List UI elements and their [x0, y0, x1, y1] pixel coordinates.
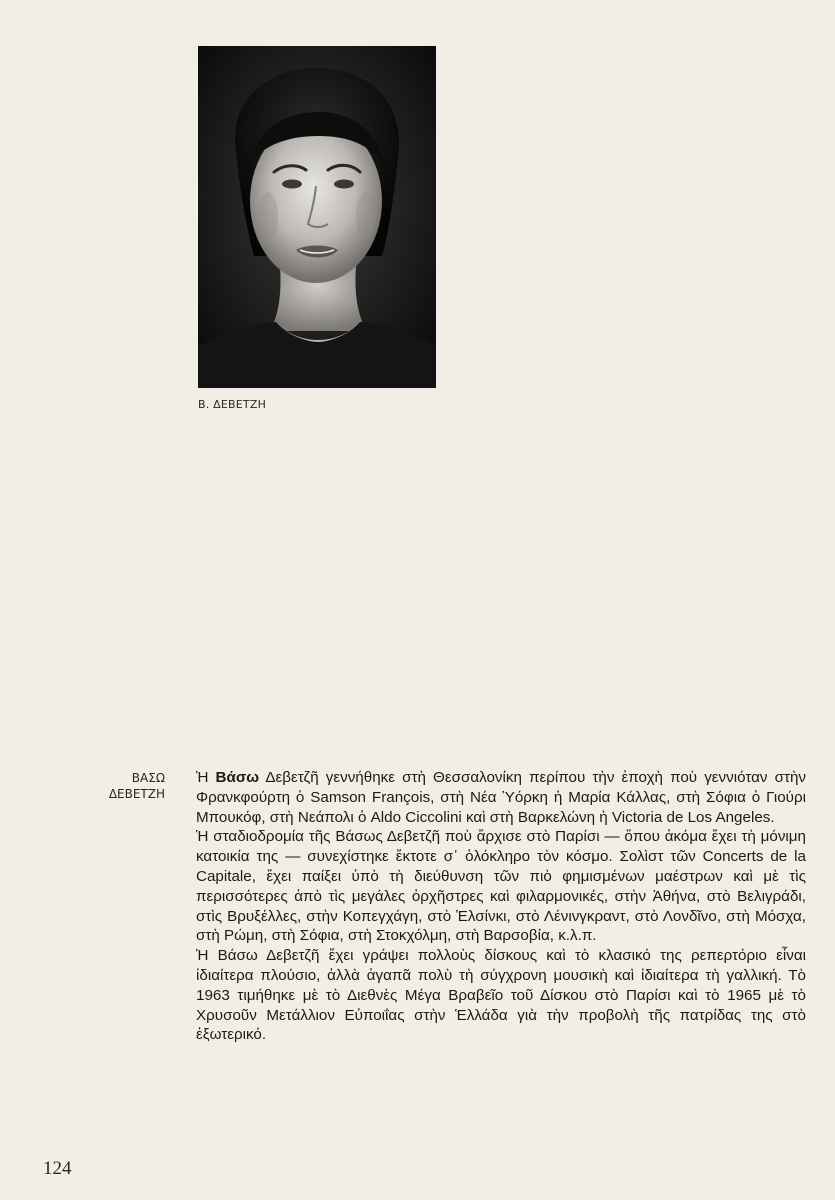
portrait-photo	[198, 46, 436, 388]
article-paragraph-3: Ἡ Βάσω Δεβετζῆ ἔχει γράψει πολλοὺς δίσκους καὶ τὸ κλασικό της ρεπερτόριο εἶναι ἰδιαίτερα πλούσιο, ἀλλὰ ἀγαπᾶ πολὺ τὴ σύγχρονη μουσικὴ καὶ ἰδιαίτερα τὴ γαλλική. Τὸ 1963 τιμήθηκε μὲ τὸ Διεθνὲς Μέγα Βραβεῖο τοῦ Δίσκου στὸ Παρίσι καὶ τὸ 1965 μὲ τὸ Χρυσοῦν Μετάλλιον Εὐποιΐας στὴν Ἑλλάδα γιὰ τὴν προβολὴ τῆς πατρίδας της στὸ ἐξωτερικό.	[196, 947, 806, 1044]
paragraph-1-text: Δεβετζῆ γεννήθηκε στὴ Θεσσαλονίκη περίπου τὴν ἐποχὴ ποὺ γεννιόταν στὴν Φρανκφούρτη ὁ Samson François, στὴ Νέα Ὑόρκη ἡ Μαρία Κάλλας, στὴ Σόφια ὁ Γιούρι Μπουκόφ, στὴ Νεάπολι ὁ Aldo Ciccolini καὶ στὴ Βαρκελώνη ἡ Victoria de Los Angeles.	[196, 769, 807, 826]
portrait-image	[198, 46, 436, 388]
side-heading-first-name: ΒΑΣΩ	[131, 771, 165, 785]
paragraph-1-prefix: Ἡ	[196, 769, 216, 786]
article-paragraph-2: Ἡ σταδιοδρομία τῆς Βάσως Δεβετζῆ ποὺ ἄρχισε στὸ Παρίσι — ὅπου ἀκόμα ἔχει τὴ μόνιμη κατοικία της — συνεχίστηκε ἔκτοτε σ᾽ ὁλόκληρο τὸν κόσμο. Σολὶστ τῶν Concerts de la Capitale, ἔχει παίξει ὑπὸ τὴ διεύθυνση τῶν πιὸ φημισμένων μαέστρων καὶ μὲ τὶς περισσότερες ἀπὸ τὶς μεγάλες ὀρχῆστρες καὶ φιλαρμονικές, στὴν Ἀθήνα, στὸ Βελιγράδι, στὶς Βρυξέλλες, στὴν Κοπεγχάγη, στὸ Ἑλσίνκι, στὸ Λένινγκραντ, στὸ Λονδῖνο, στὴ Μόσχα, στὴ Ρώμη, στὴ Σόφια, στὴ Στοκχόλμη, στὴ Βαρσοβία, κ.λ.π.	[196, 828, 806, 945]
article-paragraph-1	[196, 768, 806, 827]
article-body	[196, 768, 806, 1045]
paragraph-1-name: Βάσω	[215, 769, 260, 786]
page-number: 124	[43, 1158, 72, 1179]
side-heading	[95, 770, 165, 802]
photo-caption: Β. ΔΕΒΕΤΖΗ	[198, 398, 267, 411]
side-heading-surname: ΔΕΒΕΤΖΗ	[108, 787, 165, 801]
